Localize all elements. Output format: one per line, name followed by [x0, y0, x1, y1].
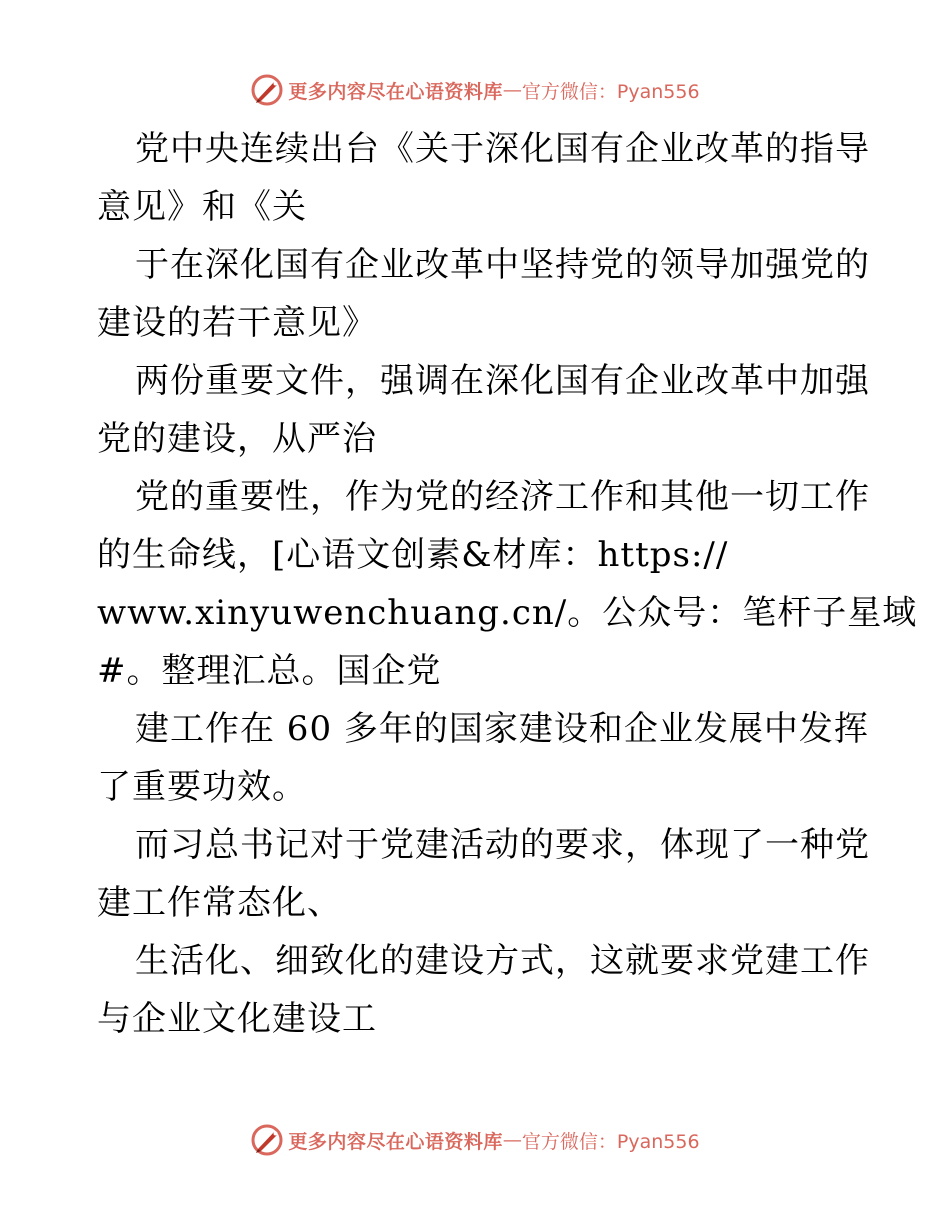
body-line: 意见》和《关: [97, 187, 307, 227]
body-line: 建工作在 60 多年的国家建设和企业发展中发挥: [135, 709, 869, 749]
body-line: 与企业文化建设工: [97, 999, 377, 1039]
body-line: 的生命线，[心语文创素&材库：https://: [97, 535, 729, 575]
body-line: 建工作常态化、: [97, 883, 342, 923]
footer-banner: [0, 1120, 950, 1160]
body-line: 两份重要文件，强调在深化国有企业改革中加强: [135, 361, 870, 401]
body-line: 于在深化国有企业改革中坚持党的领导加强党的: [135, 245, 870, 285]
body-line: 党的重要性，作为党的经济工作和其他一切工作: [135, 477, 870, 517]
body-line: 而习总书记对于党建活动的要求，体现了一种党: [135, 825, 870, 865]
body-line: 党中央连续出台《关于深化国有企业改革的指导: [135, 129, 870, 169]
header-banner: [0, 70, 950, 110]
banner-contact: 官方微信：Pyan556: [521, 1130, 700, 1153]
body-line-url: www.xinyuwenchuang.cn/。公众号：笔杆子星域: [97, 593, 918, 633]
banner-promo-text: 更多内容尽在心语资料库: [288, 80, 503, 103]
pen-logo-icon: [250, 73, 284, 107]
body-line: #。整理汇总。国企党: [97, 651, 442, 691]
body-line: 生活化、细致化的建设方式，这就要求党建工作: [135, 941, 870, 981]
body-line: 建设的若干意见》: [97, 303, 377, 343]
banner-promo-text: 更多内容尽在心语资料库: [288, 1130, 503, 1153]
banner-separator: —: [502, 1129, 522, 1151]
document-body: [97, 120, 918, 1048]
banner-separator: —: [502, 79, 522, 101]
banner-contact: 官方微信：Pyan556: [521, 80, 700, 103]
pen-logo-icon: [250, 1123, 284, 1157]
body-line: 党的建设，从严治: [97, 419, 377, 459]
body-line: 了重要功效。: [97, 767, 307, 807]
